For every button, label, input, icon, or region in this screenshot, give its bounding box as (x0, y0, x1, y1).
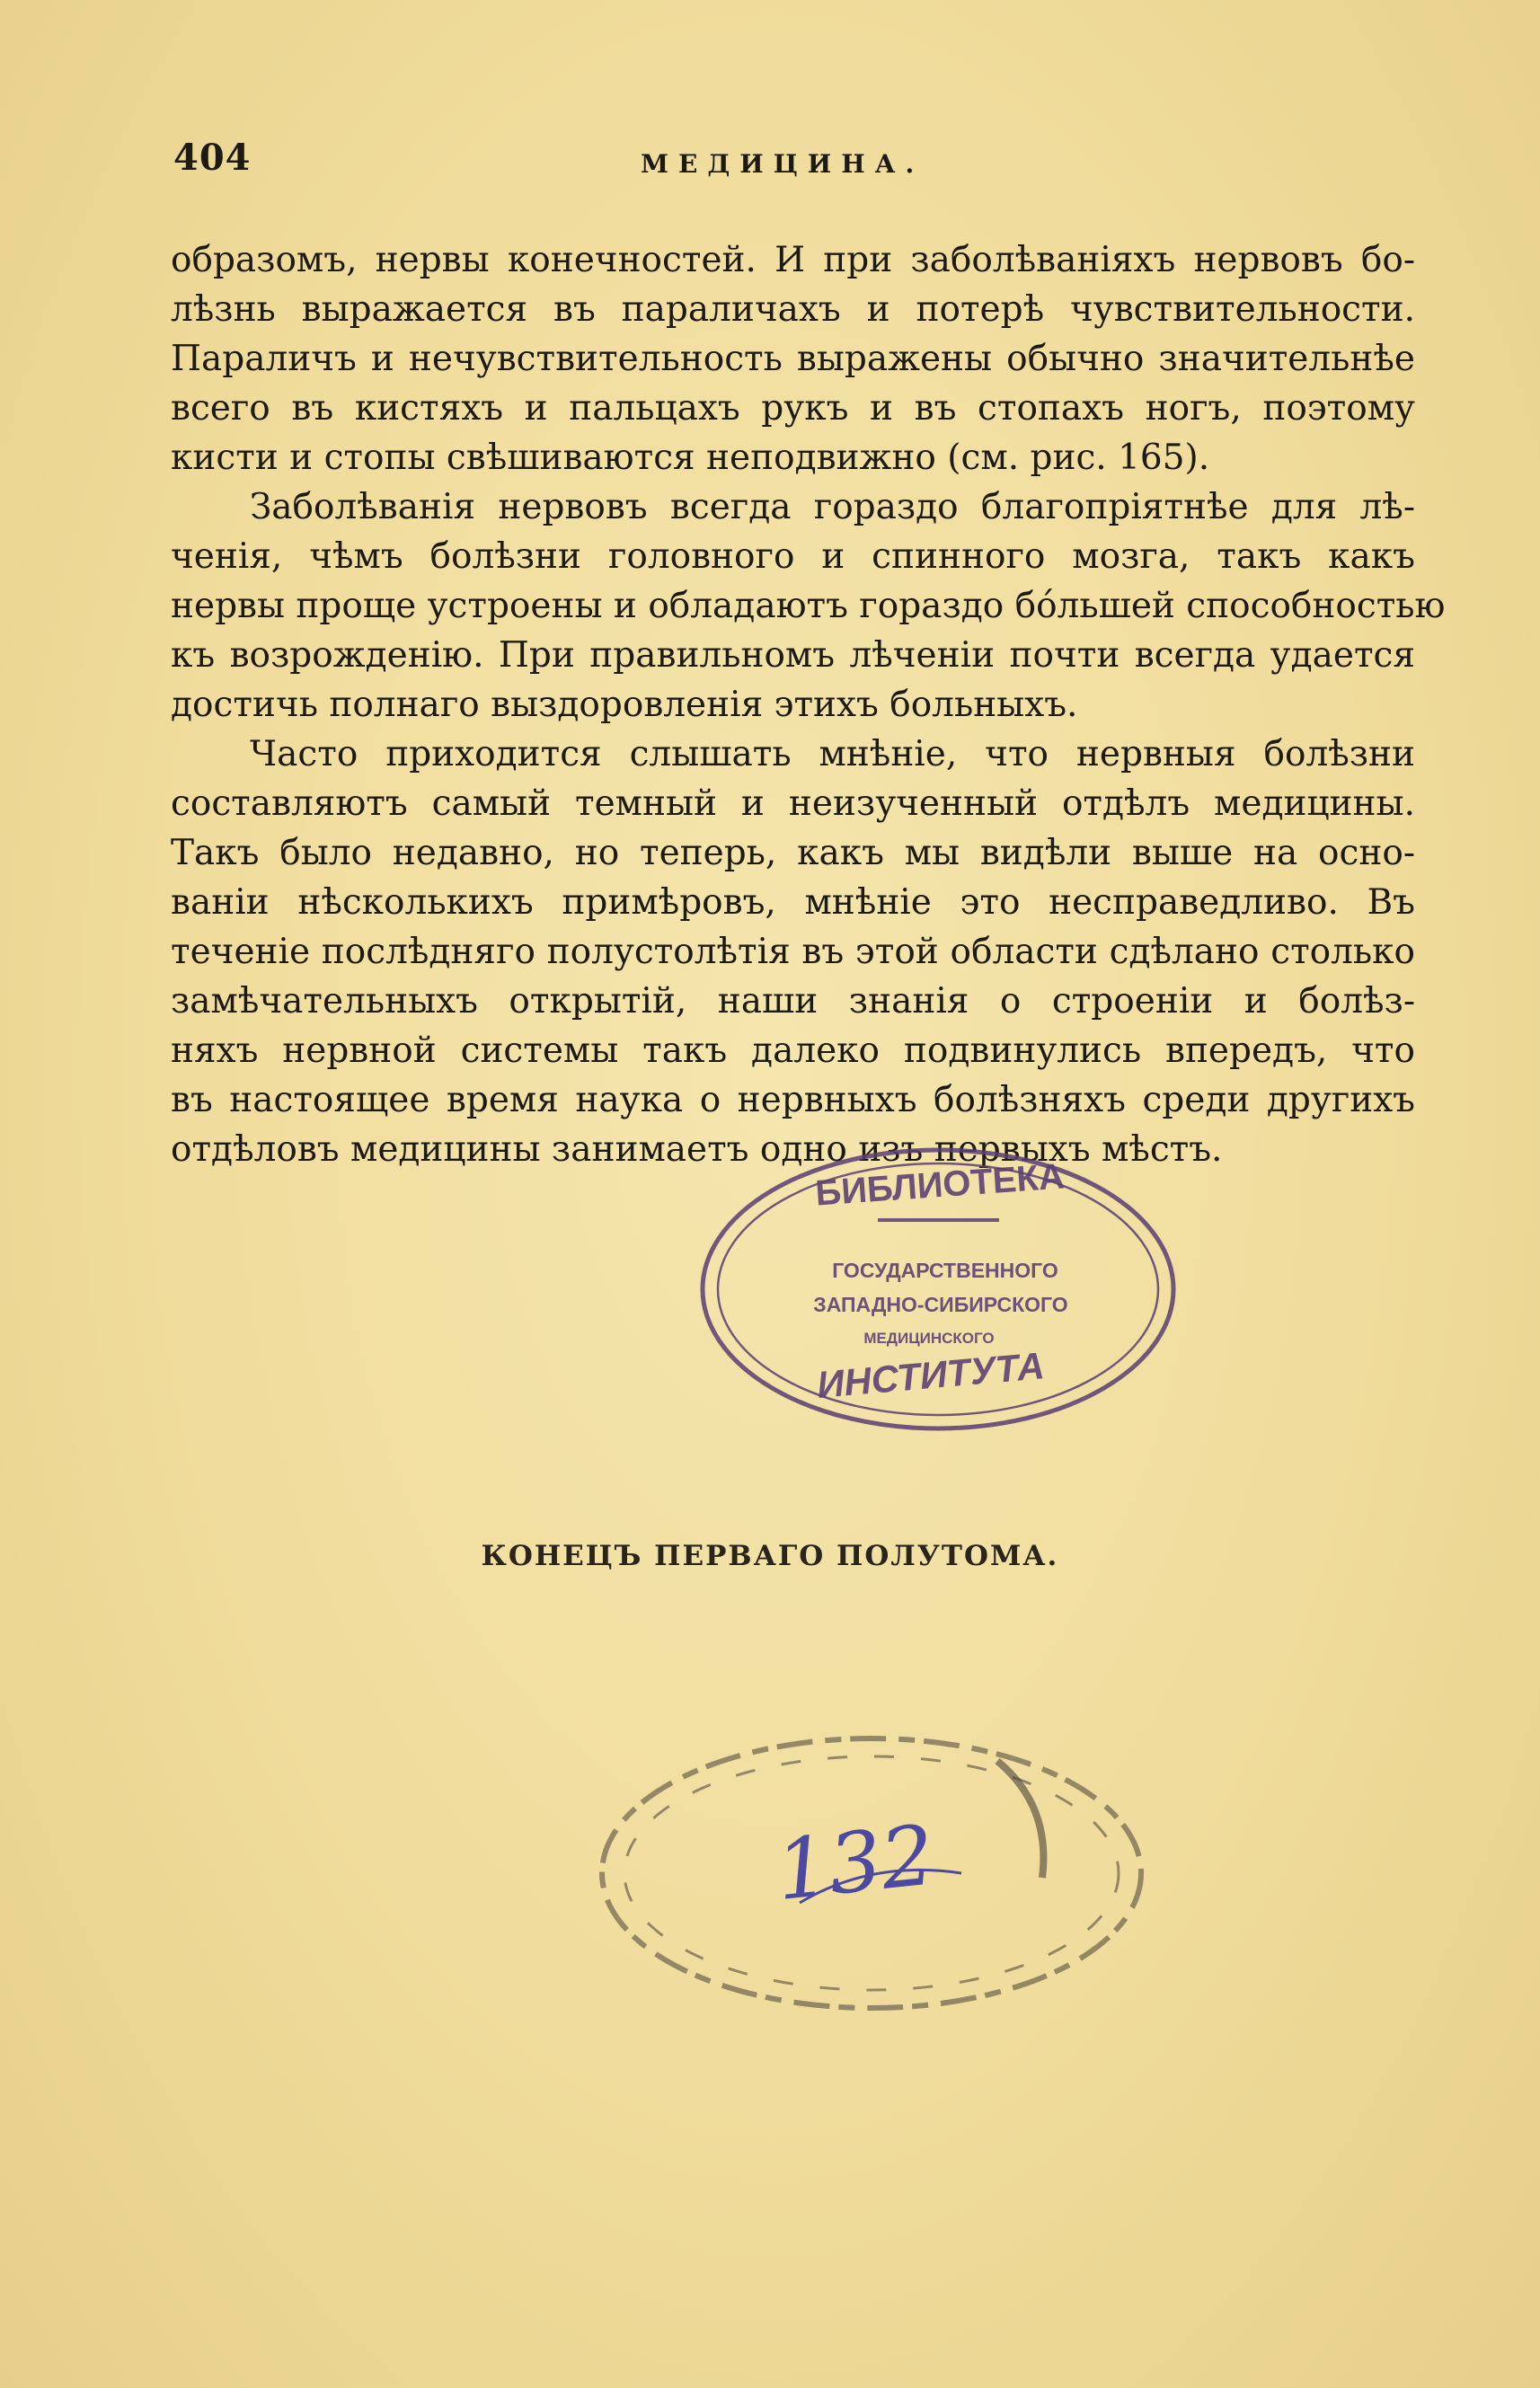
text-line: составляютъ самый темный и неизученный отдѣлъ медицины. (171, 783, 1415, 824)
text-line: ваніи нѣсколькихъ примѣровъ, мнѣніе это несправедливо. Въ (171, 882, 1415, 923)
text-line: всего въ кистяхъ и пальцахъ рукъ и въ стопахъ ногъ, поэтому (171, 388, 1415, 429)
text-line: отдѣловъ медицины занимаетъ одно изъ первыхъ мѣстъ. (171, 1129, 1223, 1170)
inventory-stamp (575, 1707, 1159, 2030)
library-stamp (694, 1141, 1183, 1437)
inventory-stamp-graphic (575, 1707, 1159, 2030)
library-stamp-graphic (694, 1141, 1183, 1437)
stamp-line-1: ГОСУДАРСТВЕННОГО (832, 1259, 1058, 1282)
text-line: Заболѣванія нервовъ всегда гораздо благопріятнѣе для лѣ- (250, 487, 1415, 527)
text-line: достичь полнаго выздоровленія этихъ больныхъ. (171, 685, 1078, 725)
running-title: МЕДИЦИНА. (641, 149, 925, 179)
closing-text: КОНЕЦЪ ПЕРВАГО ПОЛУТОМА. (481, 1540, 1059, 1572)
stamp-bottom-text: ИНСТИТУТА (815, 1344, 1047, 1407)
text-line: лѣзнь выражается въ параличахъ и потерѣ чувствительности. (171, 289, 1415, 330)
text-line: теченіе послѣдняго полустолѣтія въ этой области сдѣлано столько (171, 932, 1415, 972)
text-line: Часто приходится слышать мнѣніе, что нервныя болѣзни (250, 734, 1415, 774)
text-line: няхъ нервной системы такъ далеко подвинулись впередъ, что (171, 1030, 1415, 1071)
body-text (171, 235, 1446, 1174)
text-line: къ возрожденію. При правильномъ лѣченіи почти всегда удается (171, 635, 1415, 676)
text-line: въ настоящее время наука о нервныхъ болѣзняхъ среди другихъ (171, 1080, 1415, 1120)
handwritten-number: 132 (771, 1807, 939, 1920)
page-number: 404 (173, 137, 252, 179)
paragraph-2 (171, 482, 1446, 730)
text-line: образомъ, нервы конечностей. И при заболѣваніяхъ нервовъ бо- (171, 240, 1415, 280)
paragraph-1 (171, 235, 1415, 482)
stamp-top-text: БИБЛИОТЕКА (814, 1156, 1066, 1214)
paragraph-3 (171, 730, 1415, 1174)
text-line: Такъ было недавно, но теперь, какъ мы видѣли выше на осно- (171, 833, 1415, 873)
page-header (173, 137, 1413, 190)
text-line: замѣчательныхъ открытій, наши знанія о строеніи и болѣз- (171, 981, 1415, 1022)
stamp-line-2: ЗАПАДНО-СИБИРСКОГО (813, 1293, 1068, 1316)
stamp-line-3: МЕДИЦИНСКОГО (863, 1330, 995, 1347)
text-line: нервы проще устроены и обладаютъ гораздо бо́льшей способностью (171, 586, 1446, 626)
text-line: Параличъ и нечувствительность выражены обычно значительнѣе (171, 339, 1415, 379)
text-line: кисти и стопы свѣшиваются неподвижно (см. рис. 165). (171, 438, 1210, 478)
text-line: ченія, чѣмъ болѣзни головного и спинного мозга, такъ какъ (171, 536, 1415, 577)
